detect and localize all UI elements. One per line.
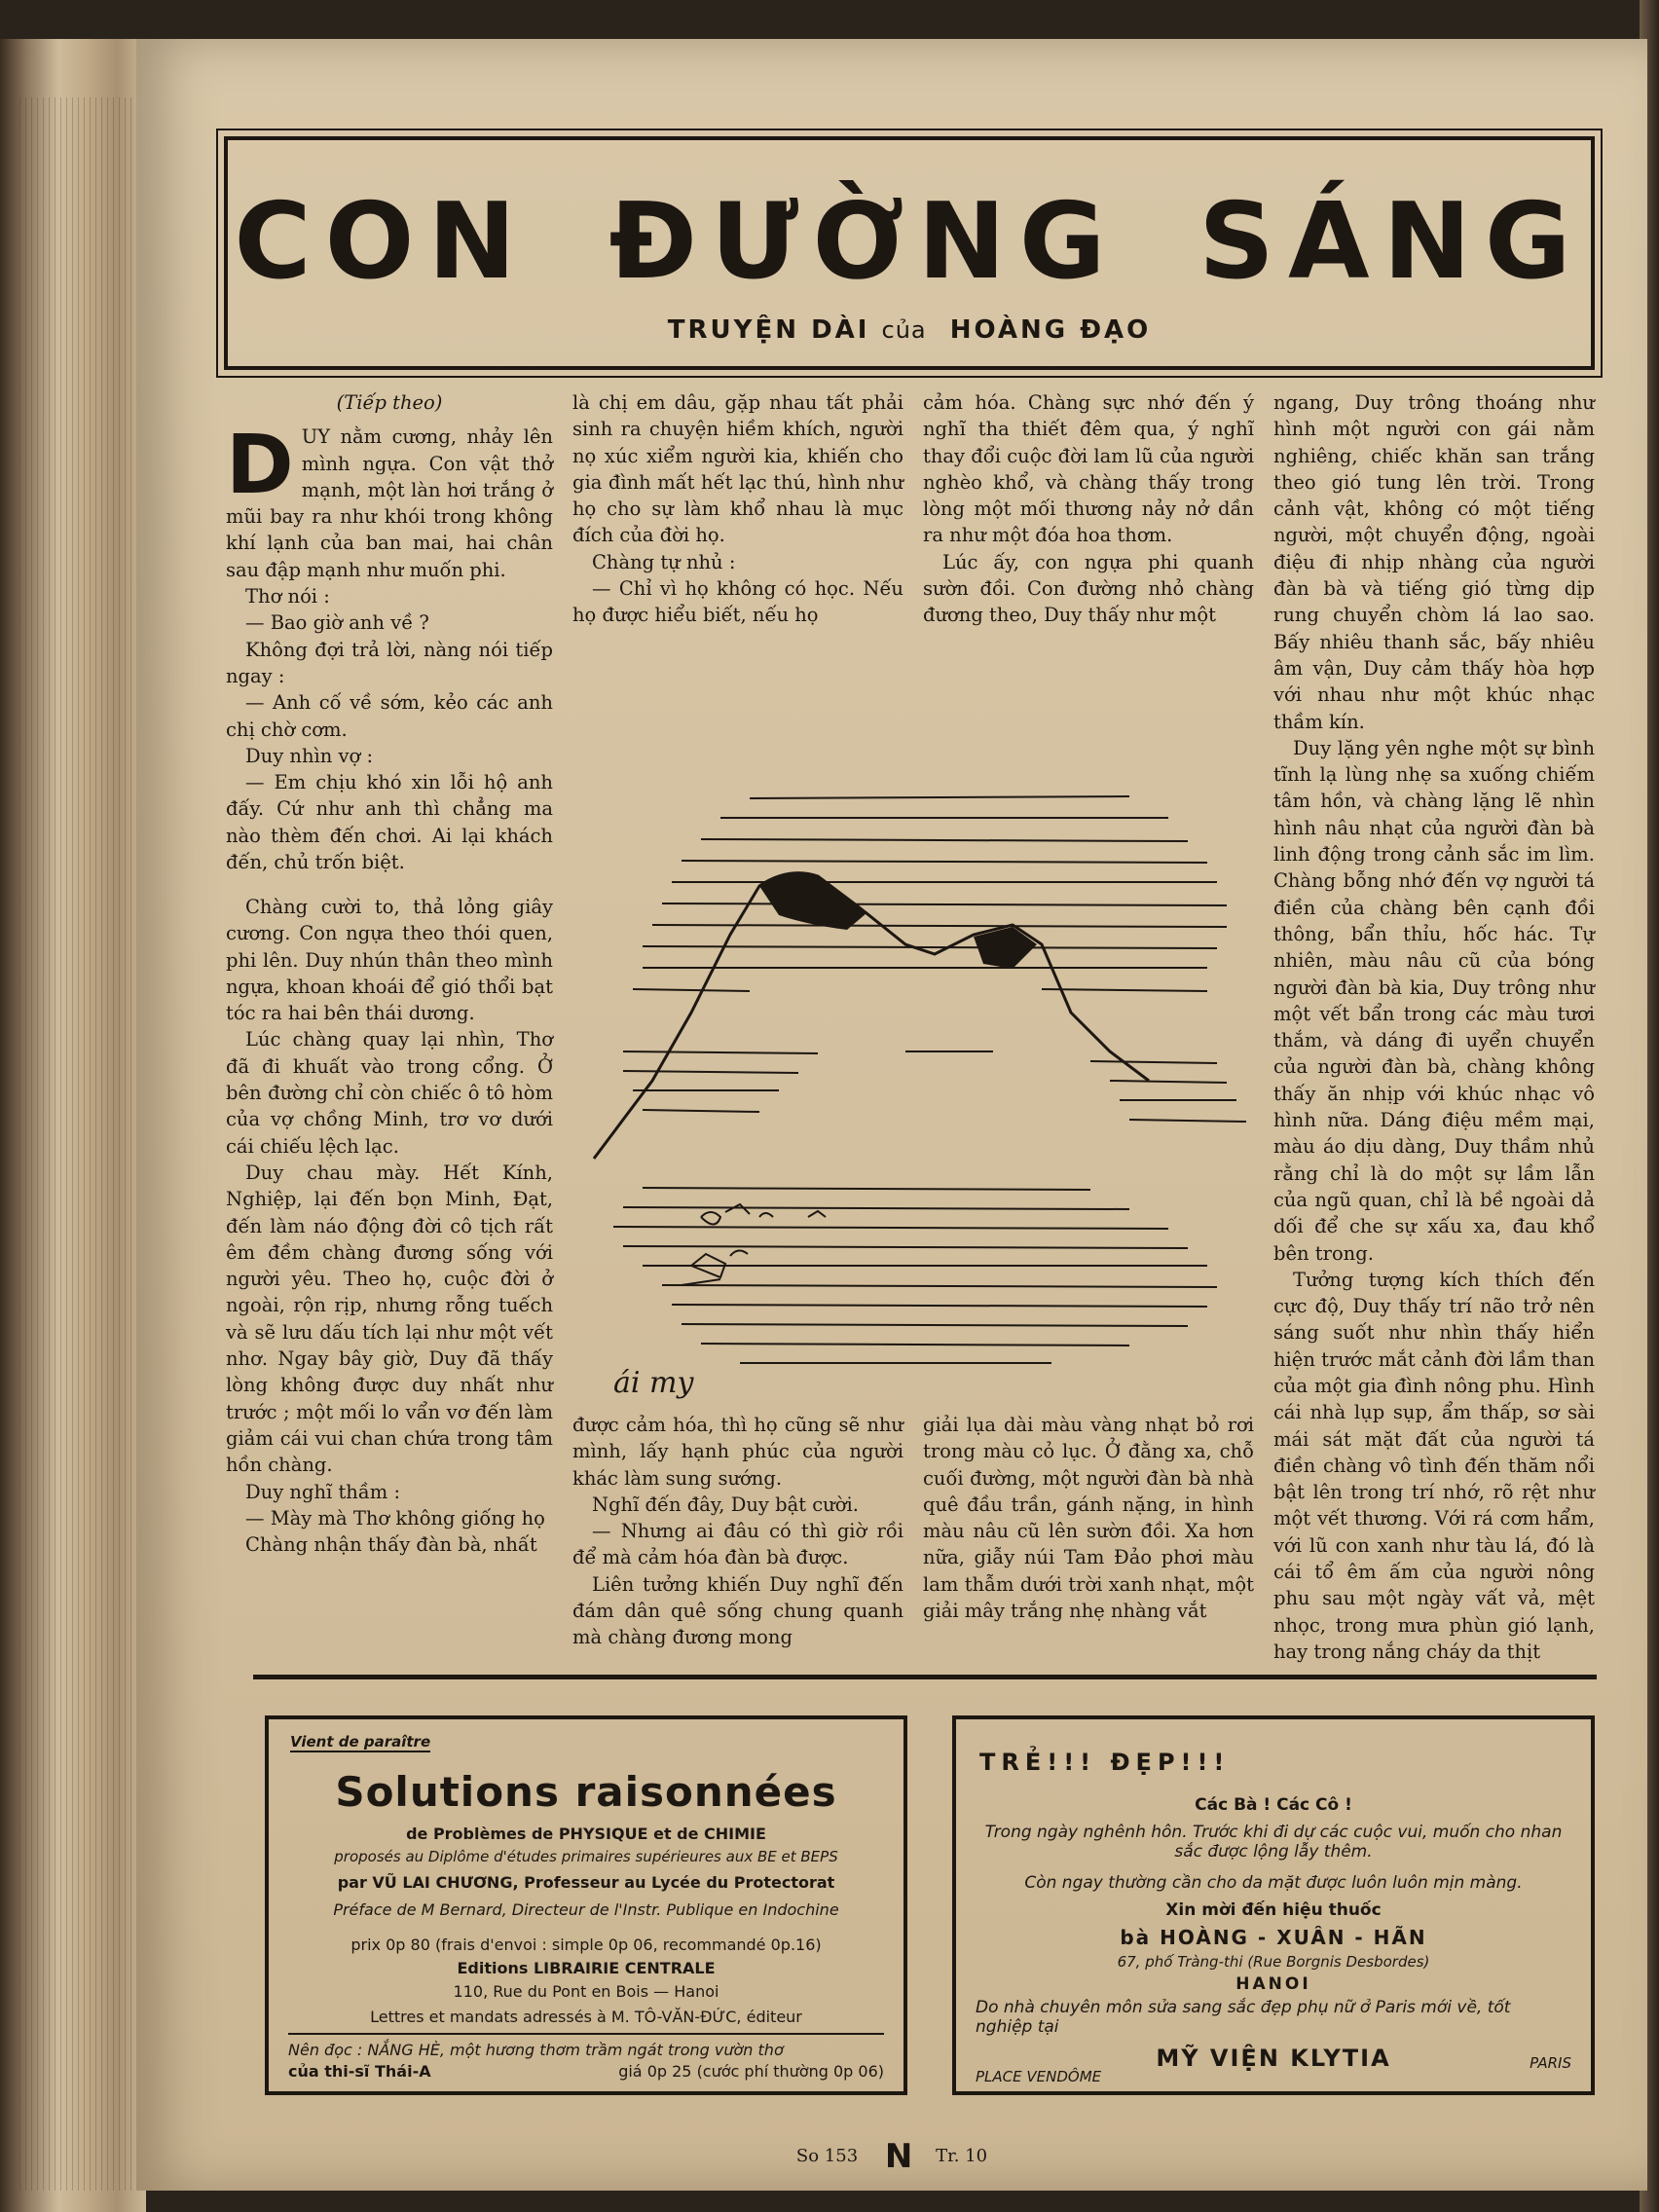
story-column-4: [1273, 389, 1595, 1665]
story-column-1: [226, 389, 553, 875]
story-paragraph: cảm hóa. Chàng sực nhớ đến ý nghĩ tha thiết đêm qua, ý nghĩ thay đổi cuộc đời lam lũ của người nghèo khổ, và chàng thấy trong lòng một mối thương nảy nở dần ra như một đóa hoa thơm.: [923, 391, 1254, 547]
story-paragraph: — Anh cố về sớm, kẻo các anh chị chờ cơm.: [226, 691, 553, 741]
story-paragraph: ngang, Duy trông thoáng như hình một người con gái nằm nghiêng, chiếc khăn san trắng theo gió tung lên trời. Trong cảnh vật, không có một tiếng người, một chuyển động, ngoài điệu đi nhịp nhàng của người đàn bà và tiếng gió từng dịp rung chuyển chòm lá lao sao. Bấy nhiêu thanh sắc, bấy nhiêu âm vận, Duy cảm thấy hòa hợp với nhau như một khúc nhạc thầm kín.: [1273, 391, 1595, 733]
story-paragraph: Duy nhìn vợ :: [245, 744, 374, 767]
story-paragraph: Lúc ấy, con ngựa phi quanh sườn đồi. Con đường nhỏ chàng đương theo, Duy thấy như một: [923, 550, 1254, 627]
ad-line: Préface de M Bernard, Directeur de l'Instr. Publique en Indochine: [333, 1900, 839, 1919]
ad-title: Solutions raisonnées: [335, 1768, 837, 1816]
ngay-nay-logo: N: [884, 2137, 909, 2176]
story-column-3: [923, 389, 1254, 629]
story-paragraph: — Chỉ vì họ không có học. Nếu họ được hiểu biết, nếu họ: [572, 577, 903, 627]
ad-place: PLACE VENDÔME: [976, 2068, 1102, 2085]
paragraph-text: UY nằm cương, nhảy lên mình ngựa. Con vật thở mạnh, một làn hơi trắng ở mũi bay ra như khói trong không khí lạnh của ban mai, hai chân sau đập mạnh như muốn phi.: [226, 425, 553, 581]
story-column-1-lower: [226, 894, 553, 1558]
ad-address: 110, Rue du Pont en Bois — Hanoi: [453, 1982, 719, 2001]
section-divider: [253, 1675, 1597, 1679]
subtitle-prefix: TRUYỆN DÀI: [667, 315, 870, 345]
ad-line: của thi-sĩ Thái-A: [288, 2062, 431, 2081]
ad-shop-name: bà HOÀNG - XUÂN - HÃN: [1120, 1926, 1427, 1949]
ad-publisher: Editions LIBRAIRIE CENTRALE: [457, 1959, 716, 1977]
story-subtitle: [228, 315, 1591, 345]
ad-line: Trong ngày nghênh hôn. Trước khi đi dự các cuộc vui, muốn cho nhan sắc được lộng lẫy thêm.: [984, 1823, 1563, 1862]
story-paragraph: Chàng nhận thấy đàn bà, nhất: [245, 1533, 537, 1557]
ad-city-paris: PARIS: [1530, 2054, 1571, 2072]
story-paragraph: Không đợi trả lời, nàng nói tiếp ngay :: [226, 638, 553, 687]
story-paragraph: [226, 417, 553, 583]
story-paragraph: Duy lặng yên nghe một sự bình tĩnh lạ lùng nhẹ sa xuống chiếm tâm hồn, và chàng lặng lẽ nhìn hình nâu nhạt của người đàn bà linh động trong cảnh sắc im lìm. Chàng bỗng nhớ đến vợ người tá điền của chàng bên cạnh đồi thông, bẩn thỉu, hốc hác. Tự nhiên, màu nâu cũ của bóng người đàn bà kia, Duy trông như một vết bẩn trong các màu tươi thắm, và dáng đi uyển chuyển của người đàn bà, chàng không thấy ăn nhịp với khúc nhạc vô hình nữa. Dáng điệu mềm mại, màu áo dịu dàng, Duy thầm nhủ rằng chỉ là do một sự lầm lẫn của ngũ quan, chỉ là bề ngoài dả dối để che sự xấu xa, đau khổ bên trong.: [1273, 736, 1595, 1265]
sky-hatching: [613, 796, 1246, 1363]
ad-line: Nên đọc : NẮNG HÈ, một hương thơm trầm ngát trong vườn thơ: [288, 2041, 784, 2059]
title-box: [224, 136, 1595, 370]
ad-line: Còn ngay thường cần cho da mặt được luôn luôn mịn màng.: [1024, 1873, 1523, 1893]
story-paragraph: Lúc chàng quay lại nhìn, Thơ đã đi khuất vào trong cổng. Ở bên đường chỉ còn chiếc ô tô hòm của vợ chồng Minh, trơ vơ dưới cái chiếu lệch lạc.: [226, 1028, 553, 1158]
story-paragraph: là chị em dâu, gặp nhau tất phải sinh ra chuyện hiềm khích, người nọ xúc xiểm người kia, khiến cho gia đình mất hết lạc thú, hình như họ cho sự làm khổ nhau là mục đích của đời họ.: [572, 391, 903, 547]
page-number: Tr. 10: [936, 2146, 988, 2166]
ad-city: HANOI: [1235, 1974, 1311, 1994]
ad-price: prix 0p 80 (frais d'envoi : simple 0p 06, recommandé 0p.16): [350, 1936, 822, 1954]
continued-label: (Tiếp theo): [336, 391, 443, 414]
ad-line: Do nhà chuyên môn sửa sang sắc đẹp phụ nữ ở Paris mới về, tốt nghiệp tại: [976, 1998, 1511, 2037]
story-paragraph: — Bao giờ anh về ?: [245, 611, 429, 635]
ad-line: proposés au Diplôme d'études primaires supérieures aux BE et BEPS: [334, 1848, 838, 1865]
story-column-2: [572, 389, 903, 629]
subtitle-cua: của: [881, 316, 927, 344]
ad-title: TRẺ!!! ĐẸP!!!: [979, 1749, 1231, 1776]
newspaper-page: [136, 39, 1647, 2191]
mountain-illustration: [584, 759, 1285, 1421]
ad-salon-name: MỸ VIỆN KLYTIA: [1156, 2045, 1391, 2072]
story-paragraph: Liên tưởng khiến Duy nghĩ đến đám dân quê sống chung quanh mà chàng đương mong: [572, 1572, 903, 1649]
story-paragraph: giải lụa dài màu vàng nhạt bỏ rơi trong màu cỏ lục. Ở đằng xa, chỗ cuối đường, một người đàn bà nhà quê đầu trần, gánh nặng, in hình màu nâu cũ lên sườn đồi. Xa hơn nữa, giẫy núi Tam Đảo phơi màu lam thẫm dưới trời xanh nhạt, một giải mây trắng nhẹ nhàng vắt: [923, 1414, 1254, 1623]
story-paragraph: Nghĩ đến đây, Duy bật cười.: [592, 1493, 859, 1516]
story-paragraph: được cảm hóa, thì họ cũng sẽ như mình, lấy hạnh phúc của người khác làm sung sướng.: [572, 1414, 903, 1490]
ad-line: Lettres et mandats adressés à M. TÔ-VĂN-ĐỨC, éditeur: [370, 2008, 802, 2026]
story-paragraph: Tưởng tượng kích thích đến cực độ, Duy thấy trí não trở nên sáng suốt như nhìn thấy hiển hiện trước mắt cảnh đời lầm than của một gia đình nông phu. Hình cái nhà lụp sụp, ẩm thấp, sơ sài mái sát mặt đất của người tá điền chàng vô tình đến thăm nổi bật lên trong trí nhớ, rõ rệt như một vết thương. Với rá cơm hẩm, với lũ con xanh như tàu lá, đó là cái tổ êm ấm của người nông phu sau một ngày vất vả, mệt nhọc, trong mưa phùn gió lạnh, hay trong nắng cháy da thịt: [1273, 1268, 1595, 1663]
story-title: CON ĐƯỜNG SÁNG: [234, 181, 1585, 303]
ad-line: par VŨ LAI CHƯƠNG, Professeur au Lycée du Protectorat: [337, 1873, 835, 1892]
story-paragraph: — Nhưng ai đâu có thì giờ rồi để mà cảm hóa đàn bà được.: [572, 1520, 903, 1569]
mountain-outline: [594, 873, 1149, 1159]
story-column-3-lower: [923, 1412, 1254, 1624]
story-paragraph: Duy chau mày. Hết Kính, Nghiệp, lại đến bọn Minh, Đạt, đến làm náo động đời cô tịch rất êm đềm chàng đương sống với người yêu. Theo họ, cuộc đời ở ngoài, rộn rịp, nhưng rỗng tuếch và sẽ lưu dấu tích lại như một vết nhơ. Ngay bây giờ, Duy đã thấy lòng không được duy nhất như trước ; một mối lo vẩn vơ đến làm giảm cái vui chan chứa trong tâm hồn chàng.: [226, 1161, 553, 1477]
ad-inner-rule: [288, 2033, 884, 2035]
ad-kicker: Vient de paraître: [290, 1733, 431, 1751]
ad-solutions-raisonnees: [265, 1715, 907, 2095]
story-paragraph: Duy nghĩ thầm :: [245, 1480, 401, 1503]
ad-address: 67, phố Tràng-thi (Rue Borgnis Desbordes): [1117, 1953, 1430, 1971]
story-paragraph: Chàng tự nhủ :: [592, 550, 736, 573]
ad-line: giá 0p 25 (cước phí thường 0p 06): [618, 2062, 884, 2081]
page-footer: [136, 2137, 1647, 2176]
story-paragraph: — Em chịu khó xin lỗi hộ anh đấy. Cứ như anh thì chẳng ma nào thèm đến chơi. Ai lại khách đến, chủ trốn biệt.: [226, 771, 553, 874]
page-stack-lines: [19, 97, 136, 2191]
figures-sketch: [682, 1204, 826, 1285]
story-paragraph: Chàng cười to, thả lỏng giây cương. Con ngựa theo thói quen, phi lên. Duy nhún thân theo mình ngựa, khoan khoái để gió thổi bạt tóc ra hai bên thái dương.: [226, 896, 553, 1025]
ad-line: Xin mời đến hiệu thuốc: [1165, 1900, 1382, 1920]
subtitle-author: HOÀNG ĐẠO: [949, 315, 1152, 345]
ad-line: Các Bà ! Các Cô !: [1195, 1795, 1352, 1815]
story-paragraph: — Mày mà Thơ không giống họ: [245, 1506, 545, 1530]
book-binding: [0, 39, 146, 2212]
ad-line: de Problèmes de PHYSIQUE et de CHIMIE: [406, 1825, 766, 1843]
drop-cap: D: [226, 417, 294, 513]
issue-number: So 153: [795, 2146, 859, 2166]
story-column-2-lower: [572, 1412, 903, 1651]
story-paragraph: Thơ nói :: [245, 585, 330, 608]
artist-signature: ái my: [613, 1366, 694, 1400]
ad-tre-dep: [952, 1715, 1595, 2095]
